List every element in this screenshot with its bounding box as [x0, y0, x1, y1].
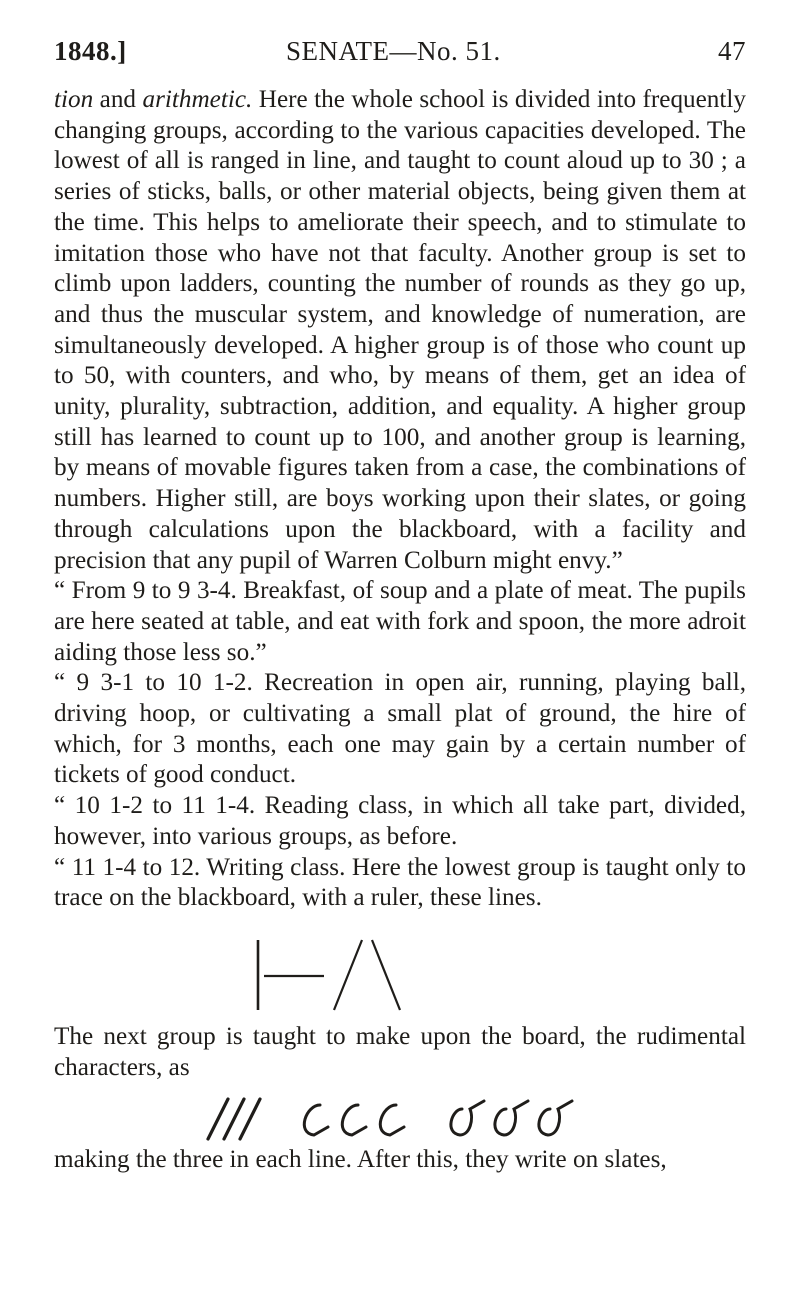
hook-stroke [342, 1105, 366, 1135]
loop-stroke [451, 1101, 484, 1135]
italic-lead-tion: tion [54, 86, 94, 113]
slash-stroke [208, 1099, 228, 1139]
hook-stroke [380, 1105, 404, 1135]
header-page-number: 47 [718, 36, 746, 66]
header-title: SENATE—No. 51. [286, 36, 501, 66]
figure-ruled-lines [54, 932, 746, 1018]
slash-strokes-group [208, 1099, 260, 1139]
loop-stroke [495, 1101, 528, 1135]
page-header [54, 0, 746, 70]
paragraph-arithmetic [54, 85, 746, 576]
body-text [54, 85, 746, 914]
rudimental-characters-drawing [204, 1089, 624, 1145]
loop-strokes-group [451, 1101, 572, 1135]
slash-stroke [224, 1099, 244, 1139]
paragraph-making-three: making the three in each line. After this, they write on slates, [54, 1146, 667, 1174]
ruled-lines-drawing [254, 932, 434, 1018]
loop-stroke [539, 1101, 572, 1135]
hook-strokes-group [304, 1105, 404, 1135]
forward-slash-mark [334, 940, 362, 1010]
paragraph-reading: “ 10 1-2 to 11 1-4. Reading class, in which all take part, divided, however, into various groups, as before. [54, 792, 746, 850]
hook-stroke [304, 1105, 328, 1135]
paragraph-next-group: The next group is taught to make upon the board, the rudimental characters, as [54, 1022, 746, 1081]
lead-join: and [93, 86, 143, 113]
figure-rudimental-characters [54, 1089, 746, 1145]
paragraph-writing: “ 11 1-4 to 12. Writing class. Here the lowest group is taught only to trace on the blackboard, with a ruler, these lines. [54, 853, 746, 912]
paragraph-breakfast: “ From 9 to 9 3-4. Breakfast, of soup and a plate of meat. The pupils are here seated at table, and eat with fork and spoon, the more adroit aiding those less so.” [54, 577, 746, 666]
paragraph-text: Here the whole school is divided into frequently changing groups, according to the various capacities developed. The lowest of all is ranged in line, and taught to count aloud up to 30 ; a series of sticks, balls, or other material objects, being given them at the time. This helps to ameliorate their speech, and to stimulate to imitation those who have not that faculty. Another group is set to climb upon ladders, counting the number of rounds as they go up, and thus the muscular system, and knowledge of numeration, are simultaneously developed. A higher group is of those who count up to 50, with counters, and who, by means of them, get an idea of unity, plurality, subtraction, addition, and equality. A higher group still has learned to count up to 100, and another group is learning, by means of movable figures taken from a case, the combinations of numbers. Higher still, are boys working upon their slates, or going through calculations upon the blackboard, with a facility and precision that any pupil of Warren Colburn might envy.” [54, 86, 746, 574]
slash-stroke [240, 1099, 260, 1139]
header-year: 1848.] [54, 36, 127, 66]
italic-lead-arithmetic: arithmetic. [142, 86, 253, 113]
back-slash-mark [372, 940, 400, 1010]
paragraph-recreation: “ 9 3-1 to 10 1-2. Recreation in open air, running, playing ball, driving hoop, or cultivating a small plat of ground, the hire of which, for 3 months, each one may gain by a certain number of tickets of good conduct. [54, 669, 746, 789]
document-page [54, 0, 746, 1176]
